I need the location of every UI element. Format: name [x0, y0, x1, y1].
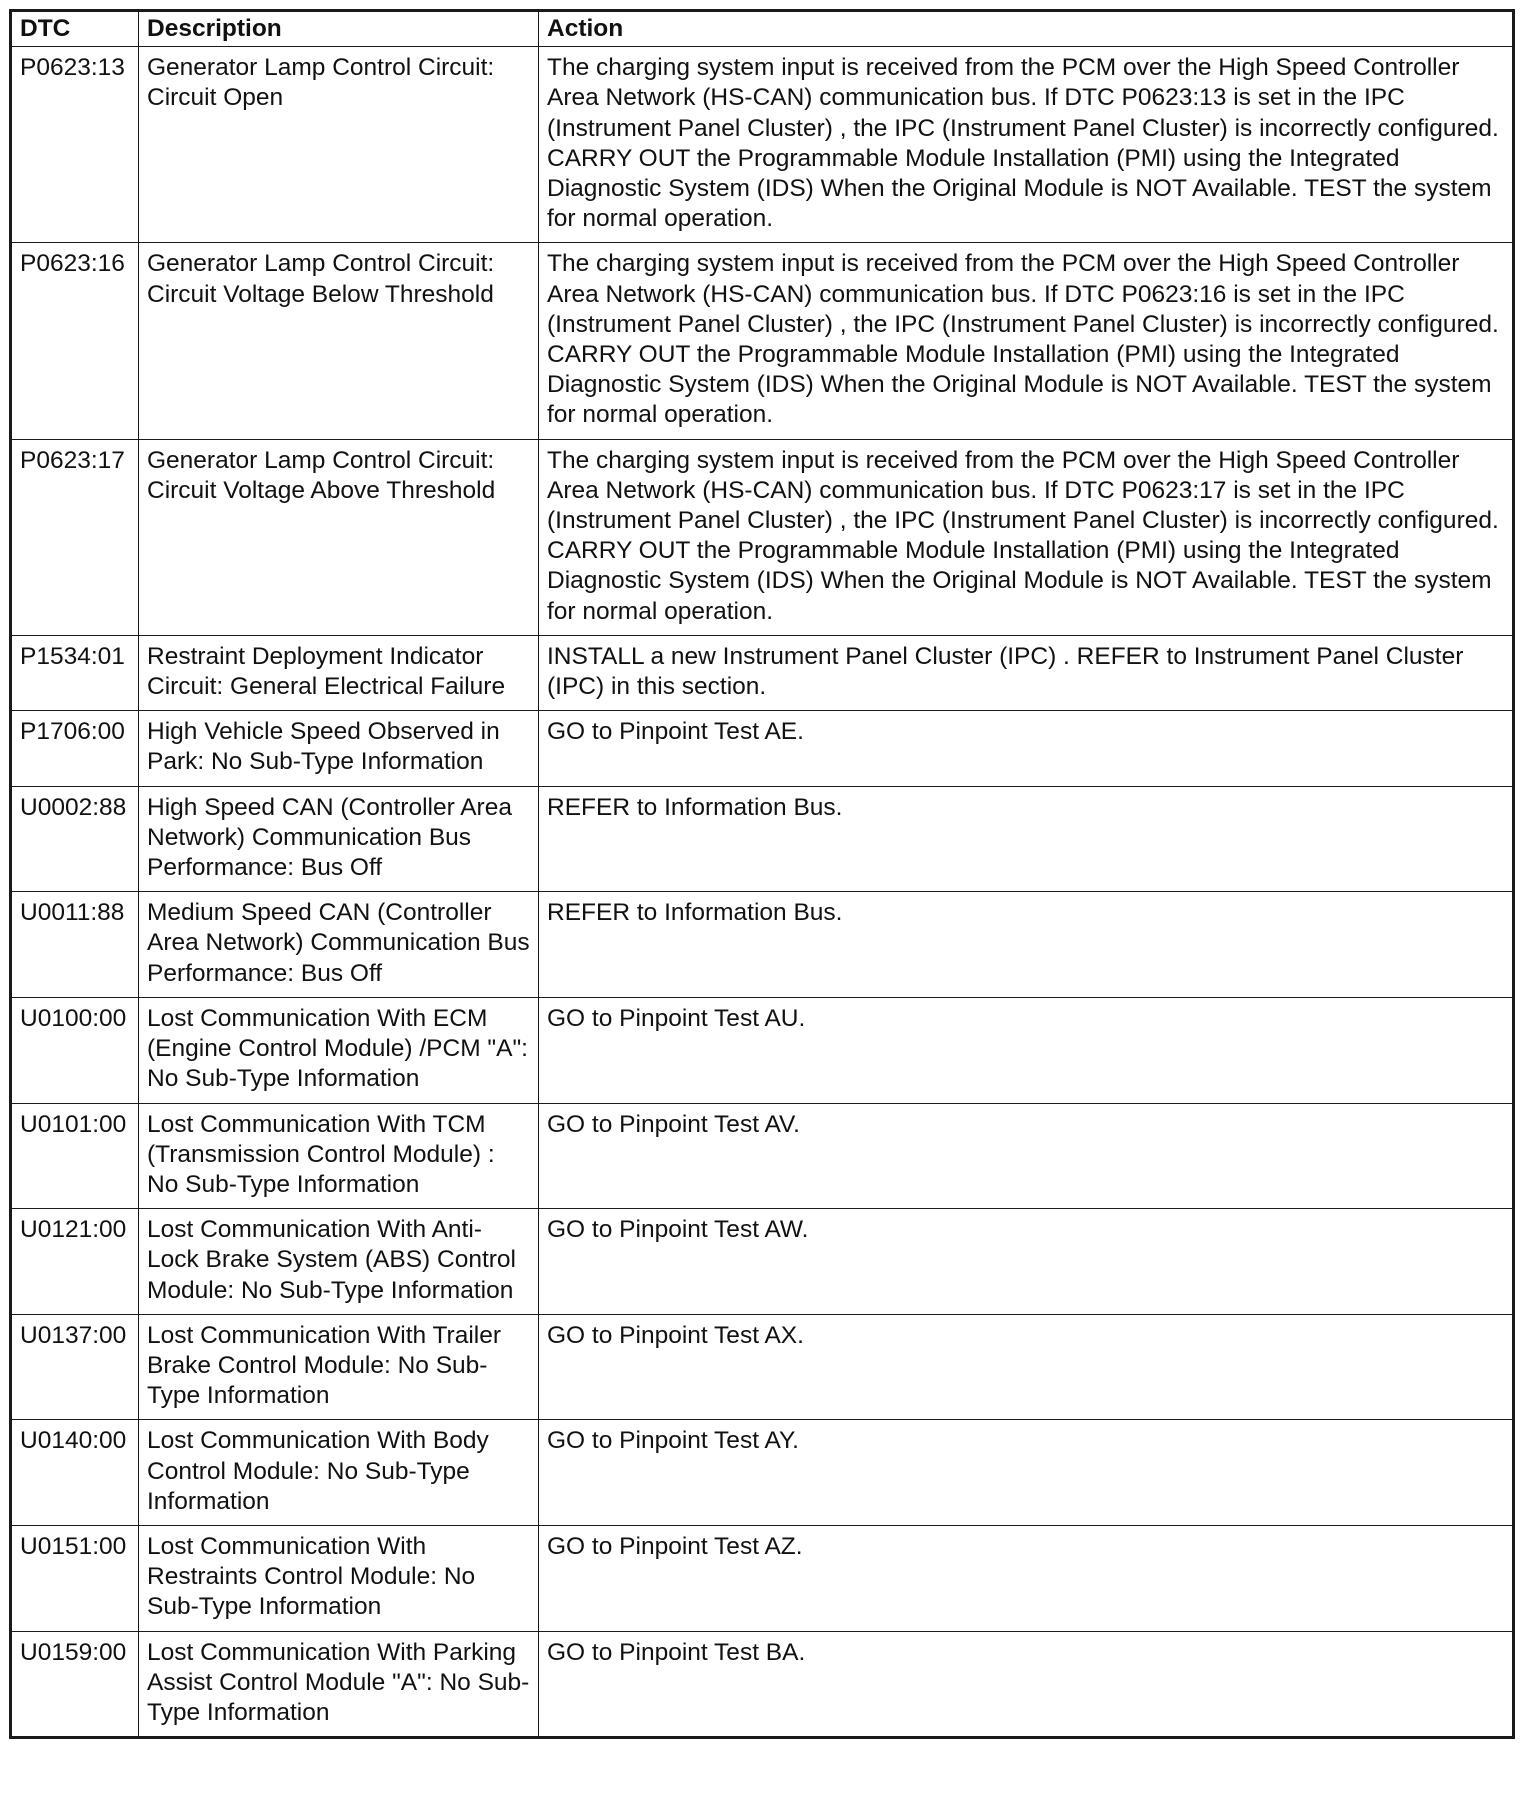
dtc-code: U0101:00 — [11, 1103, 139, 1209]
dtc-action: GO to Pinpoint Test AV. — [539, 1103, 1514, 1209]
dtc-code: U0151:00 — [11, 1525, 139, 1631]
dtc-description: Medium Speed CAN (Controller Area Network) Communication Bus Performance: Bus Off — [139, 892, 539, 998]
dtc-action: GO to Pinpoint Test AY. — [539, 1420, 1514, 1526]
dtc-code: U0140:00 — [11, 1420, 139, 1526]
dtc-code: P0623:16 — [11, 243, 139, 439]
dtc-action: REFER to Information Bus. — [539, 786, 1514, 892]
dtc-description: Lost Communication With Restraints Control Module: No Sub-Type Information — [139, 1525, 539, 1631]
dtc-description: Lost Communication With Body Control Module: No Sub-Type Information — [139, 1420, 539, 1526]
dtc-description: Lost Communication With Trailer Brake Control Module: No Sub-Type Information — [139, 1314, 539, 1420]
table-row — [11, 1103, 1514, 1209]
dtc-description: Generator Lamp Control Circuit: Circuit Voltage Below Threshold — [139, 243, 539, 439]
dtc-code: P1534:01 — [11, 635, 139, 710]
table-row — [11, 997, 1514, 1103]
table-row — [11, 1209, 1514, 1315]
dtc-description: Generator Lamp Control Circuit: Circuit Voltage Above Threshold — [139, 439, 539, 635]
dtc-code: U0137:00 — [11, 1314, 139, 1420]
dtc-action: GO to Pinpoint Test BA. — [539, 1631, 1514, 1738]
table-row — [11, 439, 1514, 635]
dtc-description: Lost Communication With TCM (Transmission Control Module) : No Sub-Type Information — [139, 1103, 539, 1209]
table-row — [11, 1420, 1514, 1526]
header-description: Description — [139, 11, 539, 47]
table-row — [11, 47, 1514, 243]
dtc-code: P0623:13 — [11, 47, 139, 243]
header-action: Action — [539, 11, 1514, 47]
dtc-action: GO to Pinpoint Test AX. — [539, 1314, 1514, 1420]
dtc-code: U0002:88 — [11, 786, 139, 892]
dtc-table — [9, 9, 1515, 1739]
dtc-action: GO to Pinpoint Test AE. — [539, 711, 1514, 786]
dtc-description: High Speed CAN (Controller Area Network) Communication Bus Performance: Bus Off — [139, 786, 539, 892]
dtc-code: U0159:00 — [11, 1631, 139, 1738]
dtc-action: The charging system input is received from the PCM over the High Speed Controller Area Network (HS-CAN) communication bus. If DTC P0623:16 is set in the IPC (Instrument Panel Cluster) , the IPC (Instrument Panel Cluster) is incorrectly configured. CARRY OUT the Programmable Module Installation (PMI) using the Integrated Diagnostic System (IDS) When the Original Module is NOT Available. TEST the system for normal operation. — [539, 243, 1514, 439]
dtc-description: Generator Lamp Control Circuit: Circuit Open — [139, 47, 539, 243]
dtc-description: Lost Communication With Anti-Lock Brake System (ABS) Control Module: No Sub-Type Information — [139, 1209, 539, 1315]
table-header — [11, 11, 1514, 47]
dtc-action: INSTALL a new Instrument Panel Cluster (IPC) . REFER to Instrument Panel Cluster (IPC) in this section. — [539, 635, 1514, 710]
dtc-action: The charging system input is received from the PCM over the High Speed Controller Area Network (HS-CAN) communication bus. If DTC P0623:13 is set in the IPC (Instrument Panel Cluster) , the IPC (Instrument Panel Cluster) is incorrectly configured. CARRY OUT the Programmable Module Installation (PMI) using the Integrated Diagnostic System (IDS) When the Original Module is NOT Available. TEST the system for normal operation. — [539, 47, 1514, 243]
table-row — [11, 711, 1514, 786]
table-row — [11, 1314, 1514, 1420]
table-row — [11, 243, 1514, 439]
table-row — [11, 635, 1514, 710]
header-row — [11, 11, 1514, 47]
dtc-description: High Vehicle Speed Observed in Park: No Sub-Type Information — [139, 711, 539, 786]
table-row — [11, 1525, 1514, 1631]
dtc-code: P0623:17 — [11, 439, 139, 635]
dtc-code: U0011:88 — [11, 892, 139, 998]
dtc-description: Restraint Deployment Indicator Circuit: General Electrical Failure — [139, 635, 539, 710]
dtc-description: Lost Communication With ECM (Engine Control Module) /PCM "A": No Sub-Type Information — [139, 997, 539, 1103]
table-row — [11, 1631, 1514, 1738]
table-row — [11, 892, 1514, 998]
header-dtc: DTC — [11, 11, 139, 47]
dtc-code: U0121:00 — [11, 1209, 139, 1315]
dtc-code: P1706:00 — [11, 711, 139, 786]
dtc-action: GO to Pinpoint Test AZ. — [539, 1525, 1514, 1631]
table-body — [11, 47, 1514, 1738]
dtc-action: GO to Pinpoint Test AW. — [539, 1209, 1514, 1315]
dtc-action: GO to Pinpoint Test AU. — [539, 997, 1514, 1103]
dtc-description: Lost Communication With Parking Assist Control Module "A": No Sub-Type Information — [139, 1631, 539, 1738]
table-row — [11, 786, 1514, 892]
dtc-action: The charging system input is received from the PCM over the High Speed Controller Area Network (HS-CAN) communication bus. If DTC P0623:17 is set in the IPC (Instrument Panel Cluster) , the IPC (Instrument Panel Cluster) is incorrectly configured. CARRY OUT the Programmable Module Installation (PMI) using the Integrated Diagnostic System (IDS) When the Original Module is NOT Available. TEST the system for normal operation. — [539, 439, 1514, 635]
dtc-code: U0100:00 — [11, 997, 139, 1103]
dtc-action: REFER to Information Bus. — [539, 892, 1514, 998]
